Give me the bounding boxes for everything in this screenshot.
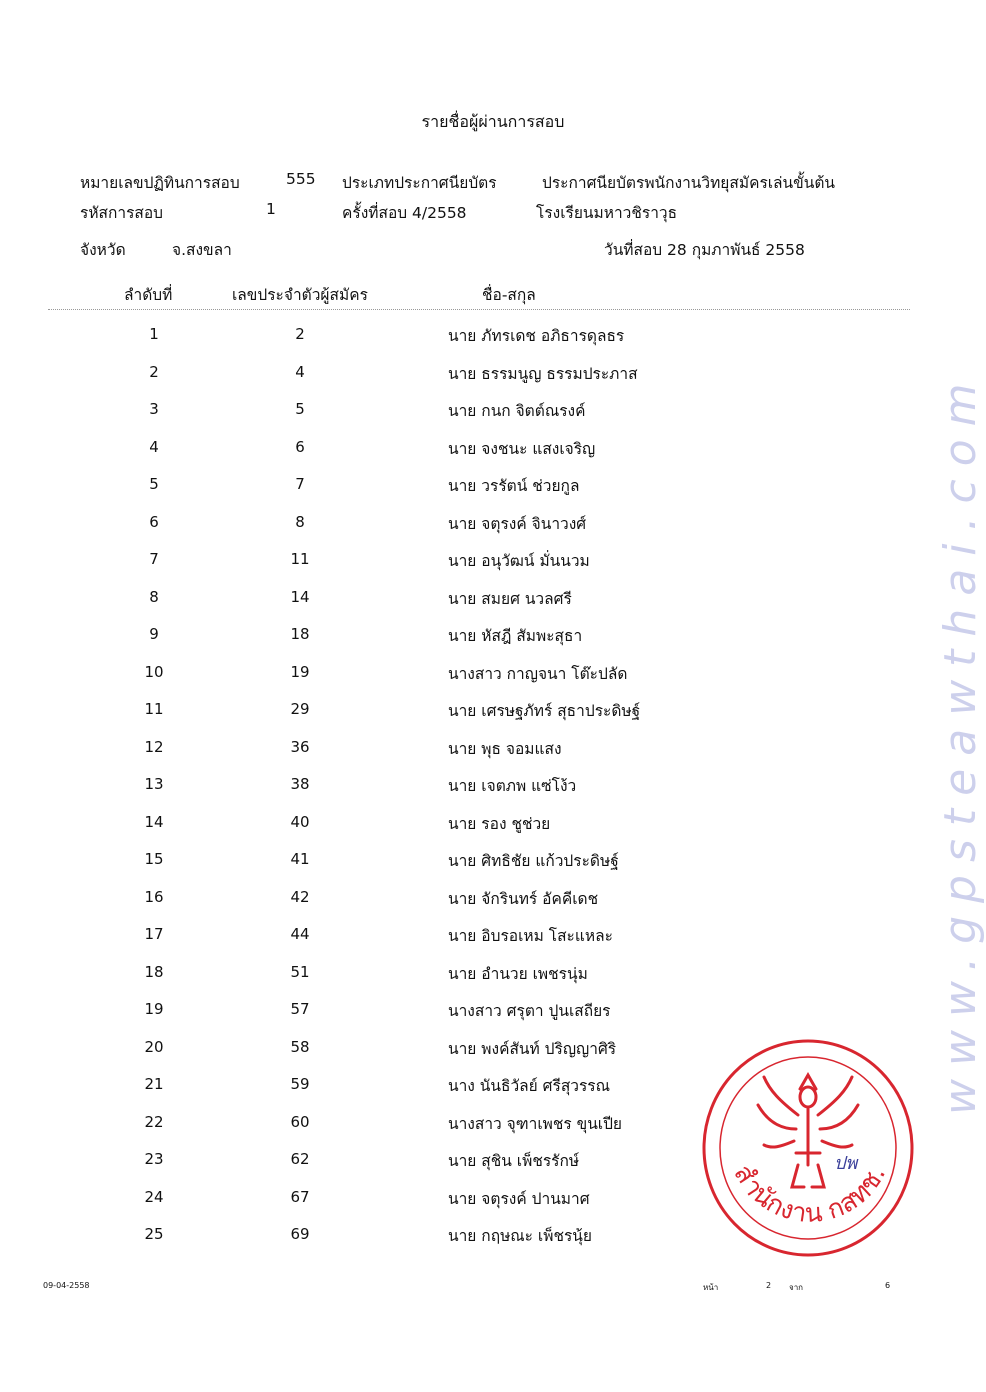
table-row: [0, 428, 986, 466]
table-row: [0, 540, 986, 578]
table-row: [0, 315, 986, 353]
table-row: [0, 390, 986, 428]
row-applicant-id: 14: [290, 587, 310, 606]
row-applicant-id: 6: [295, 437, 305, 456]
exam-round: ครั้งที่สอบ 4/2558: [342, 204, 467, 222]
print-date: 09-04-2558: [43, 1281, 90, 1290]
row-seq: 21: [144, 1075, 164, 1093]
row-name: นาย กนก จิตต์ณรงค์: [448, 402, 586, 420]
row-applicant-id: 19: [290, 662, 310, 681]
row-applicant-id: 4: [295, 362, 305, 381]
exam-date: วันที่สอบ 28 กุมภาพันธ์ 2558: [604, 241, 805, 259]
table-row: [0, 690, 986, 728]
row-applicant-id: 40: [290, 812, 310, 831]
row-name: นาย สมยศ นวลศรี: [448, 589, 572, 608]
row-seq: 9: [149, 625, 159, 643]
row-name: นาย พงค์สันท์ ปริญญาศิริ: [448, 1039, 617, 1058]
row-name: นาย จตุรงค์ ปานมาศ: [448, 1189, 590, 1208]
row-applicant-id: 11: [290, 550, 310, 568]
table-row: [0, 915, 986, 953]
row-name: นาย จักรินทร์ อัคคีเดช: [448, 889, 599, 908]
row-seq: 5: [149, 475, 159, 493]
signature-initials: ปพ: [834, 1153, 858, 1174]
row-name: นางสาว กาญจนา โต๊ะปลัด: [448, 664, 628, 683]
table-row: [0, 990, 986, 1028]
row-applicant-id: 38: [290, 775, 310, 793]
row-applicant-id: 5: [295, 400, 305, 418]
row-seq: 8: [149, 587, 159, 606]
row-seq: 18: [144, 962, 164, 981]
table-row: [0, 803, 986, 841]
row-applicant-id: 51: [290, 962, 310, 981]
row-applicant-id: 60: [290, 1112, 310, 1131]
row-applicant-id: 59: [290, 1075, 310, 1093]
column-header-id: เลขประจำตัวผู้สมัคร: [232, 286, 368, 304]
page-total: 6: [885, 1281, 891, 1290]
table-row: [0, 465, 986, 503]
row-name: นาย วรรัตน์ ช่วยกูล: [448, 477, 580, 495]
row-seq: 4: [149, 437, 159, 456]
page-label: หน้า: [703, 1283, 719, 1292]
row-seq: 19: [144, 1000, 164, 1018]
row-name: นาย หัสฎี สัมพะสุธา: [448, 627, 583, 645]
row-seq: 13: [144, 775, 164, 793]
row-applicant-id: 7: [295, 475, 305, 493]
row-name: นาย พุธ จอมแสง: [448, 739, 562, 758]
row-name: นาย สุชิน เพ็ชรรักษ์: [448, 1152, 580, 1170]
table-row: [0, 353, 986, 391]
watermark-text: www.gpsteawthai.com: [935, 370, 986, 1115]
row-applicant-id: 18: [290, 625, 310, 643]
row-applicant-id: 41: [290, 850, 310, 868]
exam-venue: โรงเรียนมหาวชิราวุธ: [536, 204, 678, 222]
row-name: นางสาว จุฑาเพชร ขุนเปีย: [448, 1114, 623, 1133]
row-name: นาย กฤษณะ เพ็ชรนุ้ย: [448, 1227, 592, 1245]
row-seq: 24: [144, 1187, 164, 1206]
row-seq: 16: [144, 887, 164, 906]
row-applicant-id: 29: [290, 700, 310, 718]
row-seq: 7: [149, 550, 159, 568]
page-of-label: จาก: [789, 1283, 804, 1292]
row-applicant-id: 67: [290, 1187, 310, 1206]
row-name: นาย ธรรมนูญ ธรรมประภาส: [448, 364, 638, 383]
row-applicant-id: 57: [290, 1000, 310, 1018]
column-header-seq: ลำดับที่: [124, 286, 173, 304]
row-seq: 6: [149, 512, 159, 531]
row-name: นาย จตุรงค์ จินาวงศ์: [448, 514, 587, 533]
row-name: นาย อิบรอเหม โสะแหละ: [448, 927, 613, 945]
row-seq: 22: [144, 1112, 164, 1131]
table-row: [0, 878, 986, 916]
row-name: นาย ภัทรเดช อภิธารดุลธร: [448, 327, 625, 345]
row-name: นาย เศรษฐภัทร์ สุธาประดิษฐ์: [448, 702, 641, 720]
row-seq: 12: [144, 737, 164, 756]
row-seq: 15: [144, 850, 164, 868]
province-value: จ.สงขลา: [172, 241, 232, 259]
table-row: [0, 615, 986, 653]
province-label: จังหวัด: [80, 241, 126, 259]
row-applicant-id: 2: [295, 325, 305, 343]
row-seq: 1: [149, 325, 159, 343]
row-name: นาย จงชนะ แสงเจริญ: [448, 439, 596, 458]
row-name: นาย ศิทธิชัย แก้วประดิษฐ์: [448, 852, 619, 870]
table-row: [0, 578, 986, 616]
table-row: [0, 728, 986, 766]
exam-code-value: 1: [266, 200, 276, 218]
row-seq: 14: [144, 812, 164, 831]
exam-schedule-value: 555: [286, 170, 316, 188]
page-current: 2: [766, 1281, 772, 1290]
row-applicant-id: 69: [290, 1225, 310, 1243]
column-header-name: ชื่อ-สกุล: [482, 286, 536, 304]
seal-text-arc: สำนักงาน กสทช.: [727, 1159, 892, 1230]
row-name: นาย อนุวัฒน์ มั่นนวม: [448, 552, 590, 570]
cert-type-value: ประกาศนียบัตรพนักงานวิทยุสมัครเล่นขั้นต้น: [542, 174, 836, 192]
row-seq: 2: [149, 362, 159, 381]
row-name: นาย รอง ชูช่วย: [448, 814, 551, 833]
row-seq: 23: [144, 1150, 164, 1168]
exam-code-label: รหัสการสอบ: [80, 204, 164, 222]
row-applicant-id: 36: [290, 737, 310, 756]
row-applicant-id: 62: [290, 1150, 310, 1168]
row-name: นาง นันธิวัลย์ ศรีสุวรรณ: [448, 1077, 611, 1095]
table-row: [0, 653, 986, 691]
row-applicant-id: 42: [290, 887, 310, 906]
row-name: นาย อำนวย เพชรนุ่ม: [448, 964, 588, 983]
row-seq: 17: [144, 925, 164, 943]
exam-schedule-label: หมายเลขปฏิทินการสอบ: [80, 174, 240, 192]
row-seq: 20: [144, 1037, 164, 1056]
header-divider: [48, 309, 910, 310]
row-name: นาย เจตภพ แซ่โง้ว: [448, 777, 577, 795]
row-applicant-id: 44: [290, 925, 310, 943]
cert-type-label: ประเภทประกาศนียบัตร: [342, 174, 497, 192]
table-row: [0, 953, 986, 991]
table-row: [0, 840, 986, 878]
page-title: รายชื่อผู้ผ่านการสอบ: [421, 112, 565, 131]
table-row: [0, 503, 986, 541]
row-seq: 11: [144, 700, 164, 718]
row-seq: 25: [144, 1225, 164, 1243]
row-applicant-id: 58: [290, 1037, 310, 1056]
row-applicant-id: 8: [295, 512, 305, 531]
row-name: นางสาว ศรุตา ปูนเสถียร: [448, 1002, 611, 1020]
official-seal: [700, 1037, 916, 1259]
row-seq: 3: [149, 400, 159, 418]
row-seq: 10: [144, 662, 164, 681]
table-row: [0, 765, 986, 803]
